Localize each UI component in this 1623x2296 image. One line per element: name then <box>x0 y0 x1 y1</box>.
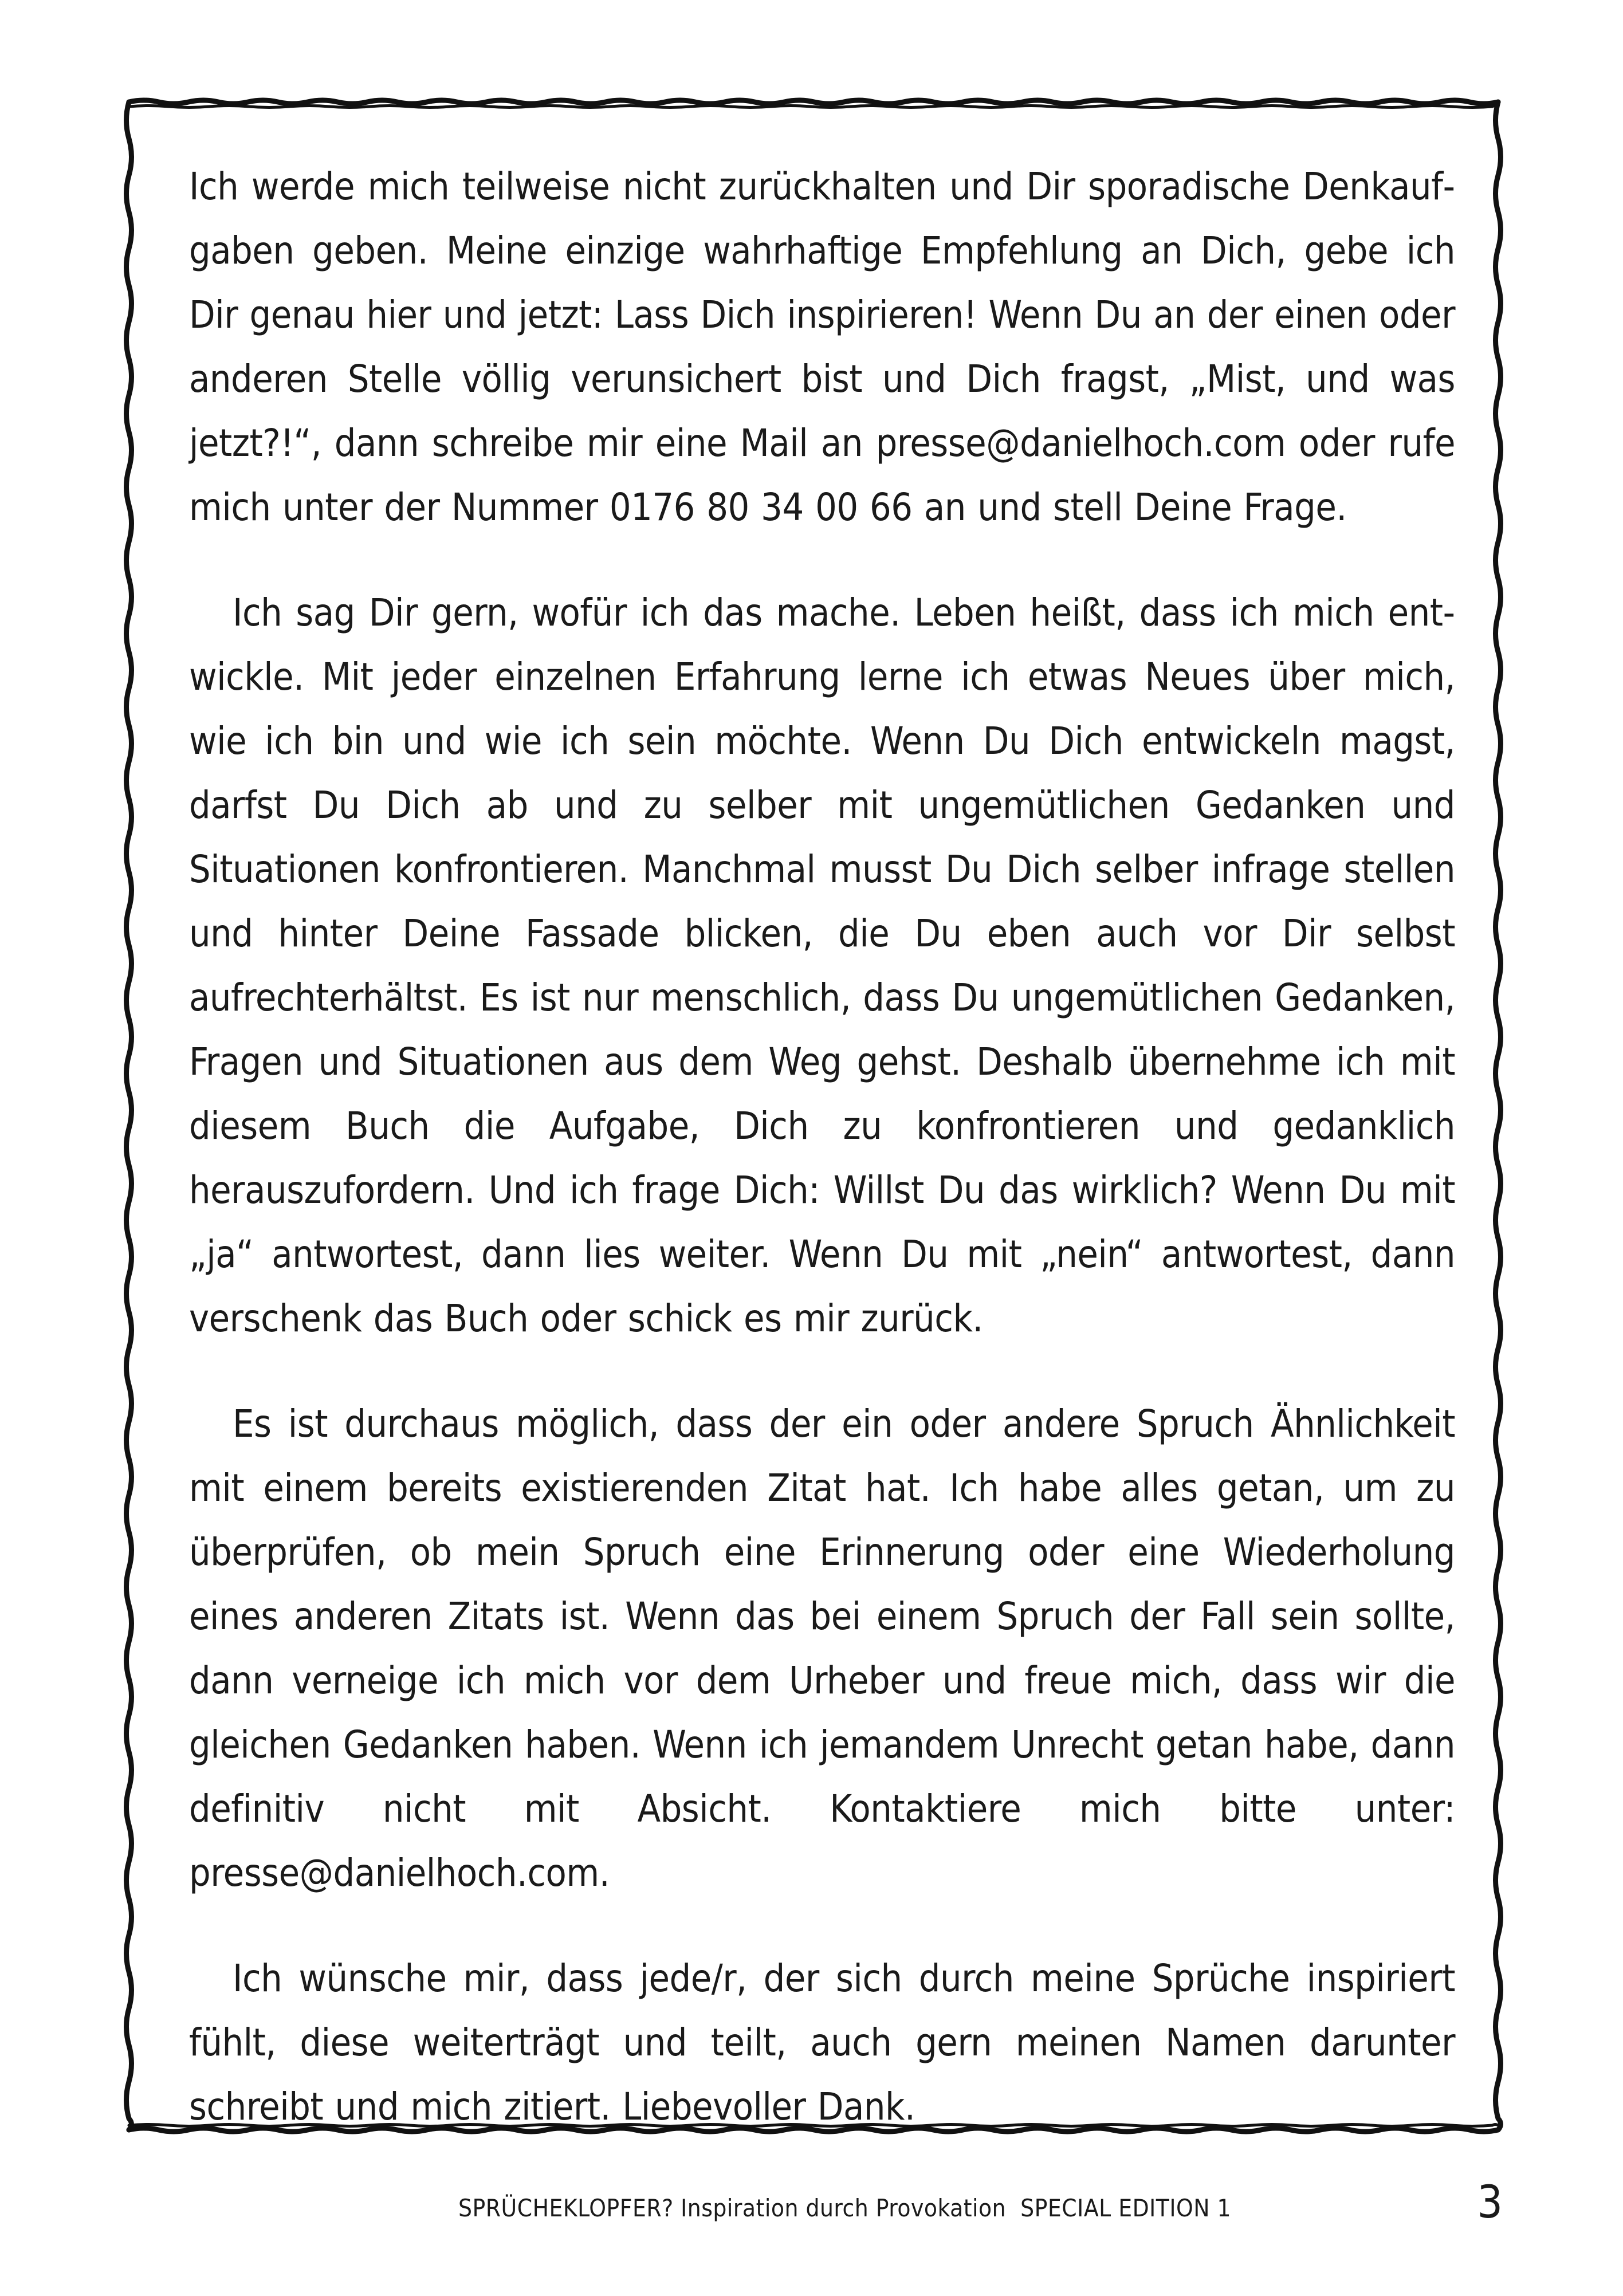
border-right <box>1496 102 1501 2130</box>
border-top <box>129 100 1498 104</box>
main-text <box>189 155 1455 2180</box>
paragraph-3: Es ist durchaus möglich, dass der ein oder andere Spruch Ähnlichkeit mit einem bereits existierenden Zitat hat. Ich habe alles getan, um zu überprüfen, ob mein Spruch eine Erinnerung oder eine Wiederholung eines anderen Zitats ist. Wenn das bei einem Spruch der Fall sein sollte, dann verneige ich mich vor dem Urheber und freue mich, dass wir die gleichen Gedanken haben. Wenn ich jemandem Unrecht getan habe, dann definitiv nicht mit Absicht. Kontaktiere mich bitte unter: presse@danielhoch.com. <box>189 1402 1455 1895</box>
border-top-inner <box>129 106 1498 108</box>
paragraph-2: Ich sag Dir gern, wofür ich das mache. Leben heißt, dass ich mich entwickle. Mit jeder einzelnen Erfahrung lerne ich etwas Neues über mich, wie ich bin und wie ich sein möchte. Wenn Du Dich entwickeln magst, darfst Du Dich ab und zu selber mit ungemütlichen Gedanken und Situationen konfrontieren. Manchmal musst Du Dich selber infrage stellen und hinter Deine Fassade blicken, die Du eben auch vor Dir selbst aufrechterhältst. Es ist nur menschlich, dass Du ungemütlichen Gedanken, Fragen und Situationen aus dem Weg gehst. Deshalb übernehme ich mit diesem Buch die Aufgabe, Dich zu konfrontieren und gedanklich herauszufordern. Und ich frage Dich: Willst Du das wirklich? Wenn Du mit „ja“ antwortest, dann lies weiter. Wenn Du mit „nein“ antwortest, dann verschenk das Buch oder schick es mir zurück. <box>189 591 1455 1340</box>
paragraph-1: Ich werde mich teilweise nicht zurückhalten und Dir sporadische Denkaufgaben geben. Meine einzige wahrhaftige Empfehlung an Dich, gebe ich Dir genau hier und jetzt: Lass Dich inspirieren! Wenn Du an der einen oder anderen Stelle völlig verunsichert bist und Dich fragst, „Mist, und was jetzt?!“, dann schreibe mir eine Mail an presse@danielhoch.com oder rufe mich unter der Nummer 0176 80 34 00 66 an und stell Deine Frage. <box>189 164 1455 529</box>
page-number: 3 <box>1477 2177 1503 2228</box>
footer-subtitle: Inspiration durch Provokation <box>681 2194 1007 2222</box>
footer-title: SPRÜCHEKLOPFER? <box>458 2194 674 2222</box>
paragraph-4: Ich wünsche mir, dass jede/r, der sich durch meine Sprüche inspiriert fühlt, diese weiterträgt und teilt, auch gern meinen Namen darunter schreibt und mich zitiert. Liebevoller Dank. <box>189 1956 1455 2129</box>
running-footer <box>458 2194 1490 2222</box>
border-left <box>127 102 132 2130</box>
footer-edition: SPECIAL EDITION 1 <box>1020 2194 1232 2222</box>
